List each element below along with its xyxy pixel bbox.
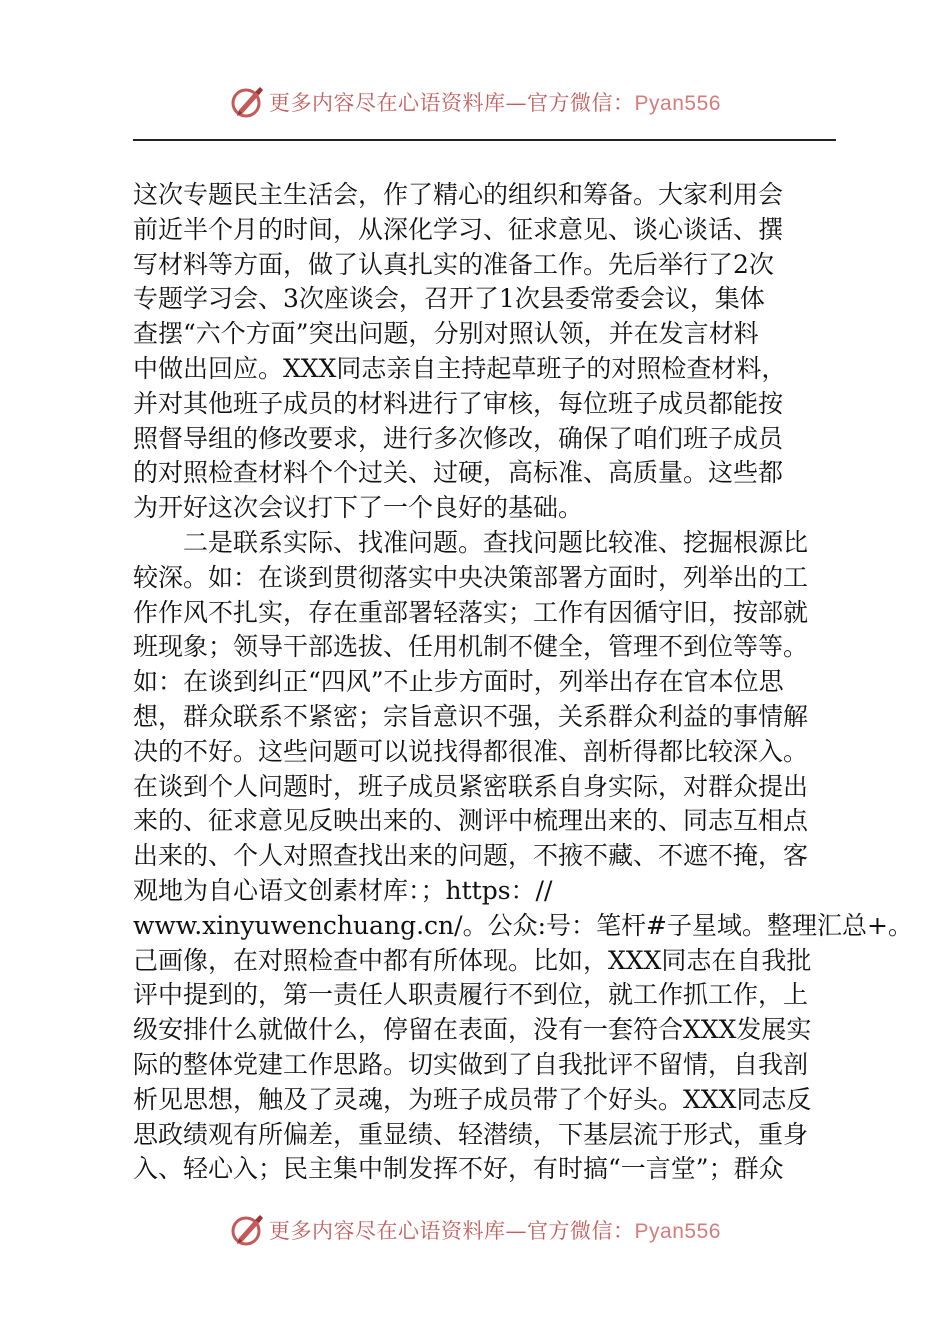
footer-banner-text bbox=[269, 1215, 721, 1245]
header-wechat-id: Pyan556 bbox=[634, 92, 721, 115]
text-line: 评中提到的，第一责任人职责履行不到位，就工作抓工作，上 bbox=[133, 980, 809, 1010]
footer-wechat-id: Pyan556 bbox=[634, 1220, 721, 1243]
text-line: 为开好这次会议打下了一个良好的基础。 bbox=[133, 493, 584, 523]
header-banner-text bbox=[269, 87, 721, 117]
text-line: 的对照检查材料个个过关、过硬，高标准、高质量。这些都 bbox=[133, 458, 784, 488]
text-line: 中做出回应。XXX同志亲自主持起草班子的对照检查材料， bbox=[133, 353, 787, 383]
paragraph-start-line: 二是联系实际、找准问题。查找问题比较准、挖掘根源比 bbox=[183, 527, 809, 557]
text-line: 如：在谈到纠正“四风”不止步方面时，列举出存在官本位思 bbox=[133, 667, 784, 697]
pen-logo-icon bbox=[229, 84, 265, 120]
text-line: 思政绩观有所偏差，重显绩、轻潜绩，下基层流于形式，重身 bbox=[133, 1119, 809, 1149]
text-line: 来的、征求意见反映出来的、测评中梳理出来的、同志互相点 bbox=[133, 806, 809, 836]
footer-banner-cn: 更多内容尽在心语资料库—官方微信： bbox=[269, 1219, 635, 1243]
text-line: 较深。如：在谈到贯彻落实中央决策部署方面时，列举出的工 bbox=[133, 562, 809, 592]
text-line: 班现象；领导干部选拔、任用机制不健全，管理不到位等等。 bbox=[133, 632, 809, 662]
header-banner-cn: 更多内容尽在心语资料库—官方微信： bbox=[269, 91, 635, 115]
text-line: 查摆“六个方面”突出问题，分别对照认领，并在发言材料 bbox=[133, 319, 759, 349]
text-line: 作作风不扎实，存在重部署轻落实；工作有因循守旧，按部就 bbox=[133, 597, 809, 627]
pen-logo-icon bbox=[229, 1212, 265, 1248]
text-line: 想，群众联系不紧密；宗旨意识不强，关系群众利益的事情解 bbox=[133, 701, 809, 731]
text-line: 决的不好。这些问题可以说找得都很准、剖析得都比较深入。 bbox=[133, 736, 809, 766]
text-line: 并对其他班子成员的材料进行了审核，每位班子成员都能按 bbox=[133, 388, 784, 418]
text-line: 专题学习会、3次座谈会，召开了1次县委常委会议，集体 bbox=[133, 284, 765, 314]
body-text bbox=[133, 178, 913, 1187]
text-line: 析见思想，触及了灵魂，为班子成员带了个好头。XXX同志反 bbox=[133, 1084, 812, 1114]
text-line: 写材料等方面，做了认真扎实的准备工作。先后举行了2次 bbox=[133, 249, 774, 279]
header-divider bbox=[133, 139, 836, 141]
text-line: 这次专题民主生活会，作了精心的组织和筹备。大家利用会 bbox=[133, 180, 784, 209]
text-line: 己画像，在对照检查中都有所体现。比如，XXX同志在自我批 bbox=[133, 945, 812, 975]
footer-banner[interactable] bbox=[0, 1210, 950, 1250]
header-banner[interactable] bbox=[0, 82, 950, 122]
text-line: 在谈到个人问题时，班子成员紧密联系自身实际，对群众提出 bbox=[133, 771, 809, 801]
text-line: 际的整体党建工作思路。切实做到了自我批评不留情，自我剖 bbox=[133, 1049, 809, 1079]
text-line: www.xinyuwenchuang.cn/。公众:号：笔杆#子星域。整理汇总+。 bbox=[133, 910, 913, 940]
text-line: 观地为自心语文创素材库：；https：// bbox=[133, 875, 553, 905]
text-line: 入、轻心入；民主集中制发挥不好，有时搞“一言堂”；群众 bbox=[133, 1154, 784, 1184]
text-line: 出来的、个人对照查找出来的问题，不掖不藏、不遮不掩，客 bbox=[133, 841, 809, 871]
text-line: 级安排什么就做什么，停留在表面，没有一套符合XXX发展实 bbox=[133, 1015, 812, 1045]
text-line: 前近半个月的时间，从深化学习、征求意见、谈心谈话、撰 bbox=[133, 214, 784, 244]
text-line: 照督导组的修改要求，进行多次修改，确保了咱们班子成员 bbox=[133, 423, 784, 453]
